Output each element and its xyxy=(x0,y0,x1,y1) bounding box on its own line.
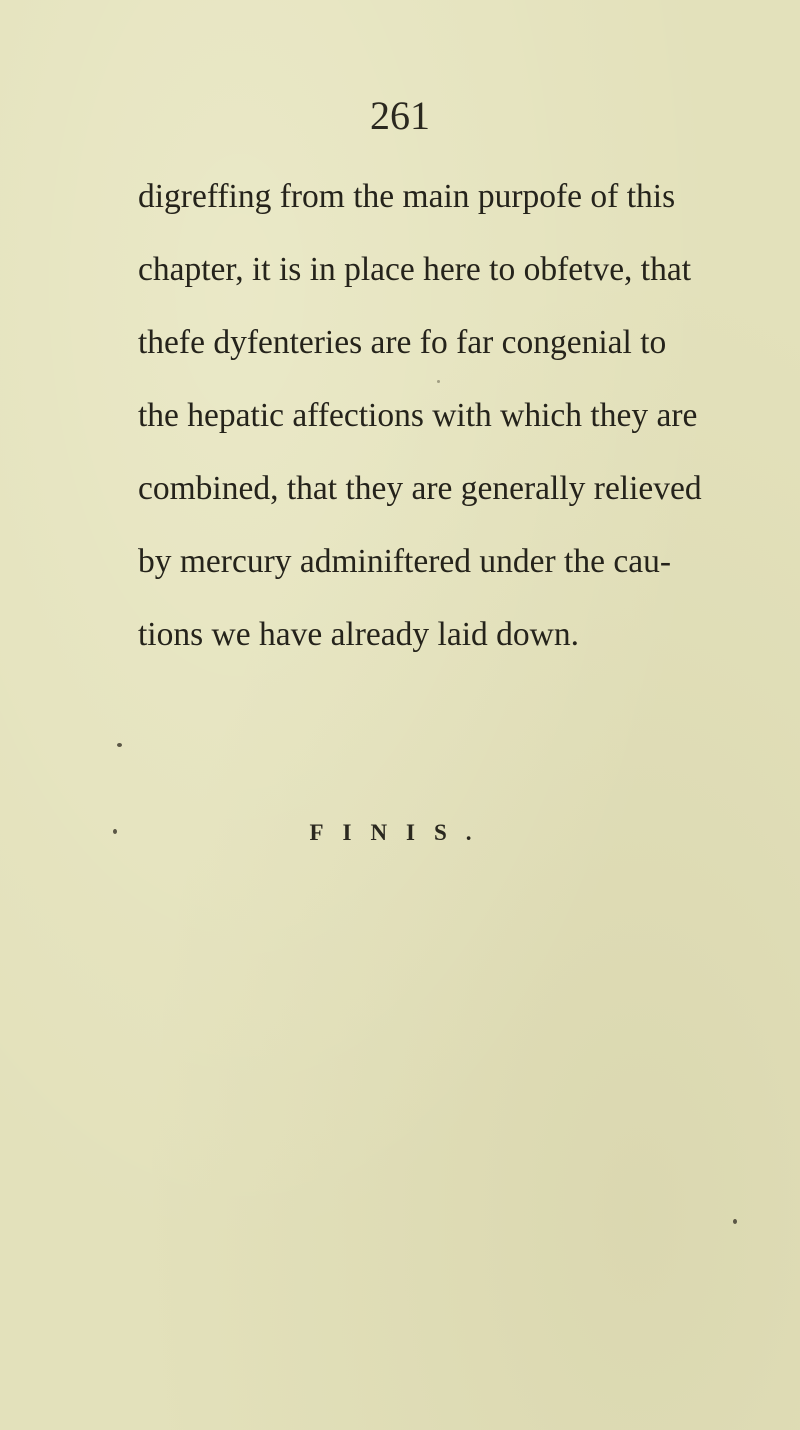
page-number: 261 xyxy=(370,93,430,138)
text-line-last: tions we have already laid down. xyxy=(138,616,579,653)
finis-end-mark: FINIS. xyxy=(309,820,491,845)
paper-speck xyxy=(437,380,440,383)
body-paragraph xyxy=(138,160,702,671)
paper-speck xyxy=(733,1219,737,1224)
text-line: digreffing from the main purpofe of this xyxy=(138,178,676,215)
text-line: thefe dyfenteries are fo far congenial to xyxy=(138,324,667,361)
text-line: the hepatic affections with which they are xyxy=(138,397,698,434)
text-line: chapter, it is in place here to obfetve, that xyxy=(138,251,692,288)
text-line: by mercury adminiftered under the cau- xyxy=(138,543,671,580)
paper-speck xyxy=(117,743,122,747)
text-line: combined, that they are generally relieved xyxy=(138,470,702,507)
paper-speck xyxy=(113,829,117,834)
